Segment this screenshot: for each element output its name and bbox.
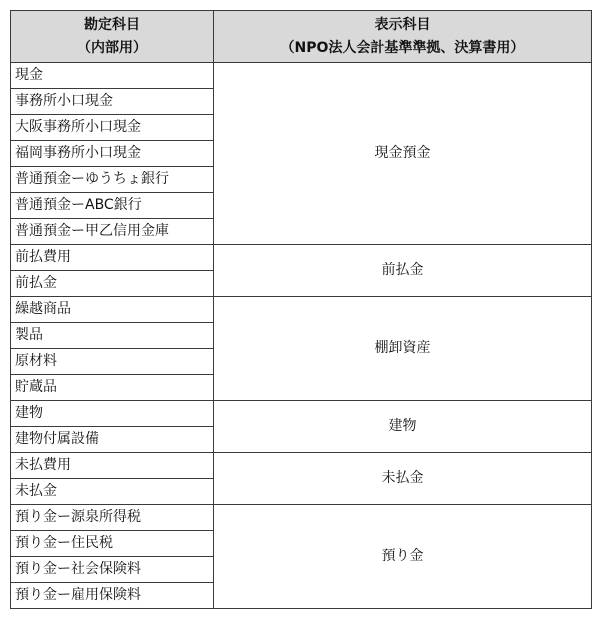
internal-account-cell: 建物 xyxy=(11,401,214,427)
internal-account-cell: 事務所小口現金 xyxy=(11,89,214,115)
internal-account-cell: 預り金ー源泉所得税 xyxy=(11,505,214,531)
header-internal-account xyxy=(11,11,214,63)
header-display-account xyxy=(214,11,592,63)
internal-account-cell: 普通預金ー甲乙信用金庫 xyxy=(11,219,214,245)
internal-account-cell: 福岡事務所小口現金 xyxy=(11,141,214,167)
internal-account-cell: 預り金ー住民税 xyxy=(11,531,214,557)
display-account-cell: 棚卸資産 xyxy=(214,297,592,401)
display-account-cell: 預り金 xyxy=(214,505,592,609)
internal-account-cell: 貯蔵品 xyxy=(11,375,214,401)
internal-account-cell: 預り金ー社会保険料 xyxy=(11,557,214,583)
internal-account-cell: 未払費用 xyxy=(11,453,214,479)
display-account-cell: 未払金 xyxy=(214,453,592,505)
internal-account-cell: 原材料 xyxy=(11,349,214,375)
header-row xyxy=(11,11,592,63)
internal-account-cell: 前払費用 xyxy=(11,245,214,271)
table-row xyxy=(11,63,592,89)
internal-account-cell: 普通預金ーゆうちょ銀行 xyxy=(11,167,214,193)
internal-account-cell: 製品 xyxy=(11,323,214,349)
table-row xyxy=(11,505,592,531)
account-mapping-table xyxy=(10,10,592,609)
internal-account-cell: 預り金ー雇用保険料 xyxy=(11,583,214,609)
table-row xyxy=(11,297,592,323)
header-display-line2: （NPO法人会計基準準拠、決算書用） xyxy=(280,39,525,56)
display-account-cell: 建物 xyxy=(214,401,592,453)
table-row xyxy=(11,453,592,479)
header-display-line1: 表示科目 xyxy=(374,16,431,33)
internal-account-cell: 未払金 xyxy=(11,479,214,505)
header-internal-line2: （内部用） xyxy=(77,39,147,56)
internal-account-cell: 現金 xyxy=(11,63,214,89)
header-internal-line1: 勘定科目 xyxy=(84,16,140,33)
internal-account-cell: 繰越商品 xyxy=(11,297,214,323)
internal-account-cell: 大阪事務所小口現金 xyxy=(11,115,214,141)
table-row xyxy=(11,245,592,271)
internal-account-cell: 前払金 xyxy=(11,271,214,297)
display-account-cell: 現金預金 xyxy=(214,63,592,245)
table-row xyxy=(11,401,592,427)
display-account-cell: 前払金 xyxy=(214,245,592,297)
internal-account-cell: 普通預金ーABC銀行 xyxy=(11,193,214,219)
internal-account-cell: 建物付属設備 xyxy=(11,427,214,453)
